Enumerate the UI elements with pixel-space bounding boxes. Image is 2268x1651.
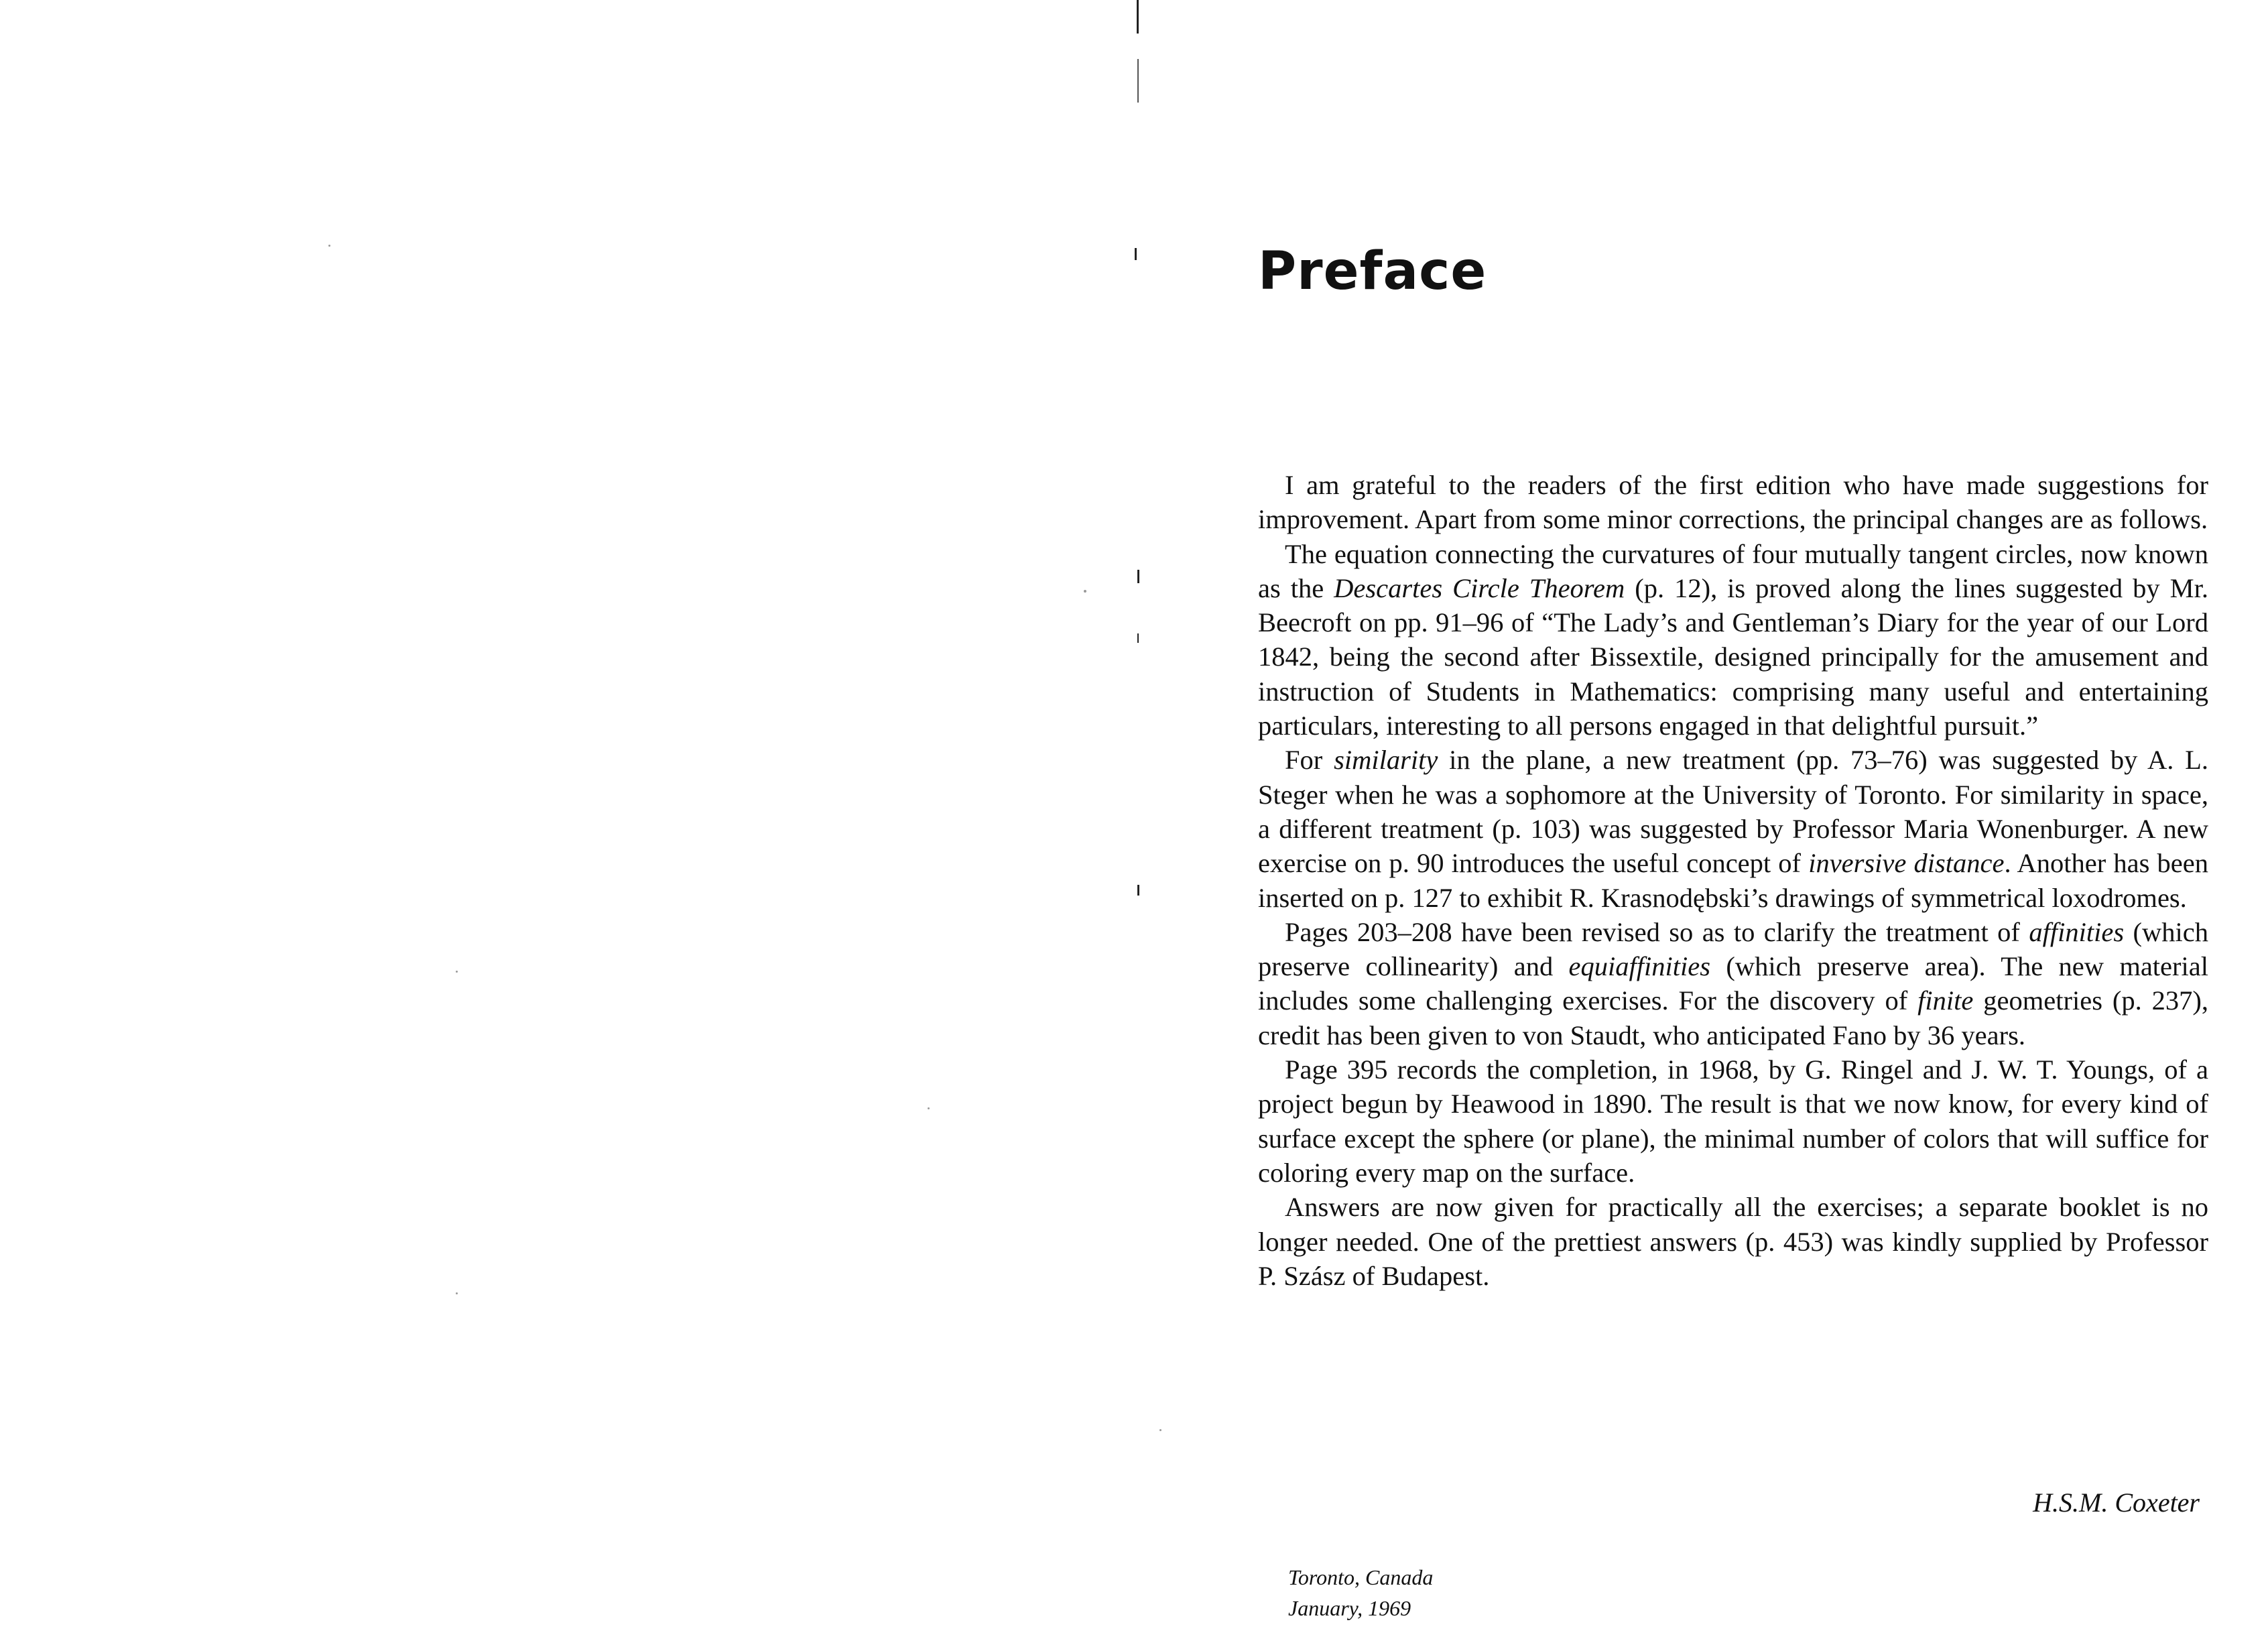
preface-paragraph bbox=[1258, 1052, 2208, 1190]
italic-term: Descartes Circle Theorem bbox=[1334, 572, 1625, 603]
text-run: I am grateful to the readers of the first edition who have made suggestions for improvement. Apart from some minor corrections, the principal changes are as follows. bbox=[1258, 470, 2208, 535]
text-run: . Another has been inserted on p. 127 to exhibit R. Krasnodębski’s drawings of symmetrical loxodromes. bbox=[1258, 848, 2208, 913]
preface-paragraph bbox=[1258, 743, 2208, 914]
text-run: geometries (p. 237), credit has been given to von Staudt, who anticipated Fano by 36 years. bbox=[1258, 985, 2209, 1050]
text-run: (which preserve area). The new material includes some challenging exercises. For the discovery of bbox=[1258, 951, 2208, 1016]
scan-speck bbox=[456, 971, 458, 973]
date-line: January, 1969 bbox=[1288, 1596, 1411, 1620]
scan-speck bbox=[456, 1292, 458, 1294]
text-run: (p. 12), is proved along the lines suggested by Mr. Beecroft on pp. 91–96 of “The Lady’s and Gentleman’s Diary for the year of our Lord 1842, being the second after Bissextile, designed principally for the amusement and instruction of Students in Mathematics: comprising many useful and entertaining particulars, interesting to all persons engaged in that delightful pursuit.” bbox=[1258, 572, 2209, 741]
text-run: (which preserve collinearity) and bbox=[1258, 916, 2208, 982]
italic-term: inversive distance bbox=[1808, 848, 2005, 879]
italic-term: equiaffinities bbox=[1568, 951, 1711, 982]
author-signature: H.S.M. Coxeter bbox=[2033, 1487, 2200, 1518]
preface-body bbox=[1258, 468, 2208, 1293]
place-line: Toronto, Canada bbox=[1288, 1565, 1434, 1589]
italic-term: similarity bbox=[1334, 745, 1438, 776]
place-date bbox=[1288, 1562, 1433, 1624]
preface-paragraph bbox=[1258, 1190, 2208, 1293]
italic-term: finite bbox=[1917, 985, 1974, 1016]
preface-paragraph bbox=[1258, 915, 2208, 1052]
preface-paragraph bbox=[1258, 468, 2208, 537]
text-run: in the plane, a new treatment (pp. 73–76) was suggested by A. L. Steger when he was a sophomore at the University of Toronto. For similarity in space, a different treatment (p. 103) was suggested by Professor Maria Wonenburger. A new exercise on p. 90 introduces the useful concept of bbox=[1258, 745, 2208, 879]
preface-paragraph bbox=[1258, 537, 2208, 743]
text-run: Page 395 records the completion, in 1968, by G. Ringel and J. W. T. Youngs, of a project begun by Heawood in 1890. The result is that we now know, for every kind of surface except the sphere (or plane), the minimal number of colors that will suffice for coloring every map on the surface. bbox=[1258, 1054, 2208, 1188]
scan-speck bbox=[328, 245, 330, 247]
italic-term: affinities bbox=[2029, 916, 2125, 947]
scan-speck bbox=[928, 1107, 930, 1109]
page-title: Preface bbox=[1258, 241, 1487, 302]
scan-speck bbox=[1084, 590, 1086, 593]
text-run: The equation connecting the curvatures of four mutually tangent circles, now known as the bbox=[1258, 538, 2208, 603]
text-run: Answers are now given for practically all the exercises; a separate booklet is no longer needed. One of the prettiest answers (p. 453) was kindly supplied by Professor P. Szász of Budapest. bbox=[1258, 1192, 2208, 1291]
text-run: Pages 203–208 have been revised so as to clarify the treatment of bbox=[1285, 916, 2029, 947]
right-page bbox=[1134, 0, 2268, 1651]
text-run: For bbox=[1285, 745, 1334, 776]
